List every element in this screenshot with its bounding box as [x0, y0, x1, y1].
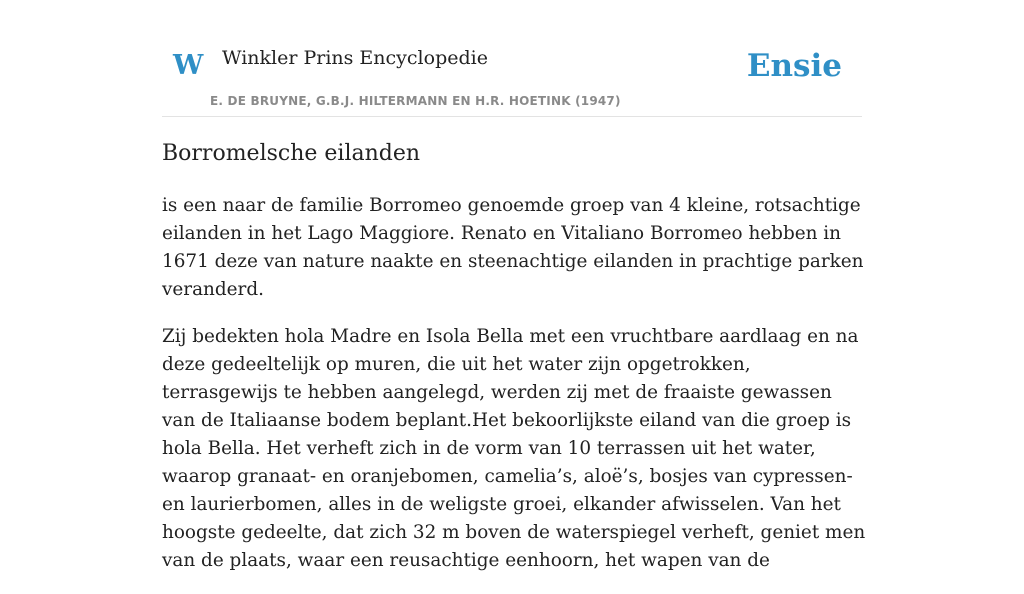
source-authors: E. DE BRUYNE, G.B.J. HILTERMANN EN H.R. HOETINK (1947)	[210, 94, 621, 108]
source-title[interactable]: Winkler Prins Encyclopedie	[222, 47, 488, 69]
ensie-logo[interactable]: Ensie	[746, 48, 842, 84]
source-header	[162, 0, 862, 117]
article-title: Borromelsche eilanden	[162, 141, 421, 166]
article-paragraph: is een naar de familie Borromeo genoemde groep van 4 kleine, rotsachtige eilanden in het Lago Maggiore. Renato en Vitaliano Borromeo hebben in 1671 deze van nature naakte en steenachtige eilanden in prachtige parken veranderd.	[162, 195, 864, 300]
article-paragraph: Zij bedekten hola Madre en Isola Bella met een vruchtbare aardlaag en na deze gedeeltelijk op muren, die uit het water zijn opgetrokken, terrasgewijs te hebben aangelegd, werden zij met de fraaiste gewassen van de Italiaanse bodem beplant.Het bekoorlijkste eiland van die groep is hola Bella. Het verheft zich in de vorm van 10 terrassen uit het water, waarop granaat- en oranjebomen, camelia’s, aloë’s, bosjes van cypressen- en laurierbomen, alles in de weligste groei, elkander afwisselen. Van het hoogste gedeelte, dat zich 32 m boven de waterspiegel verheft, geniet men van de plaats, waar een reusachtige eenhoorn, het wapen van de	[162, 326, 866, 571]
article	[162, 138, 866, 594]
source-logo-icon[interactable]: W	[173, 50, 204, 81]
